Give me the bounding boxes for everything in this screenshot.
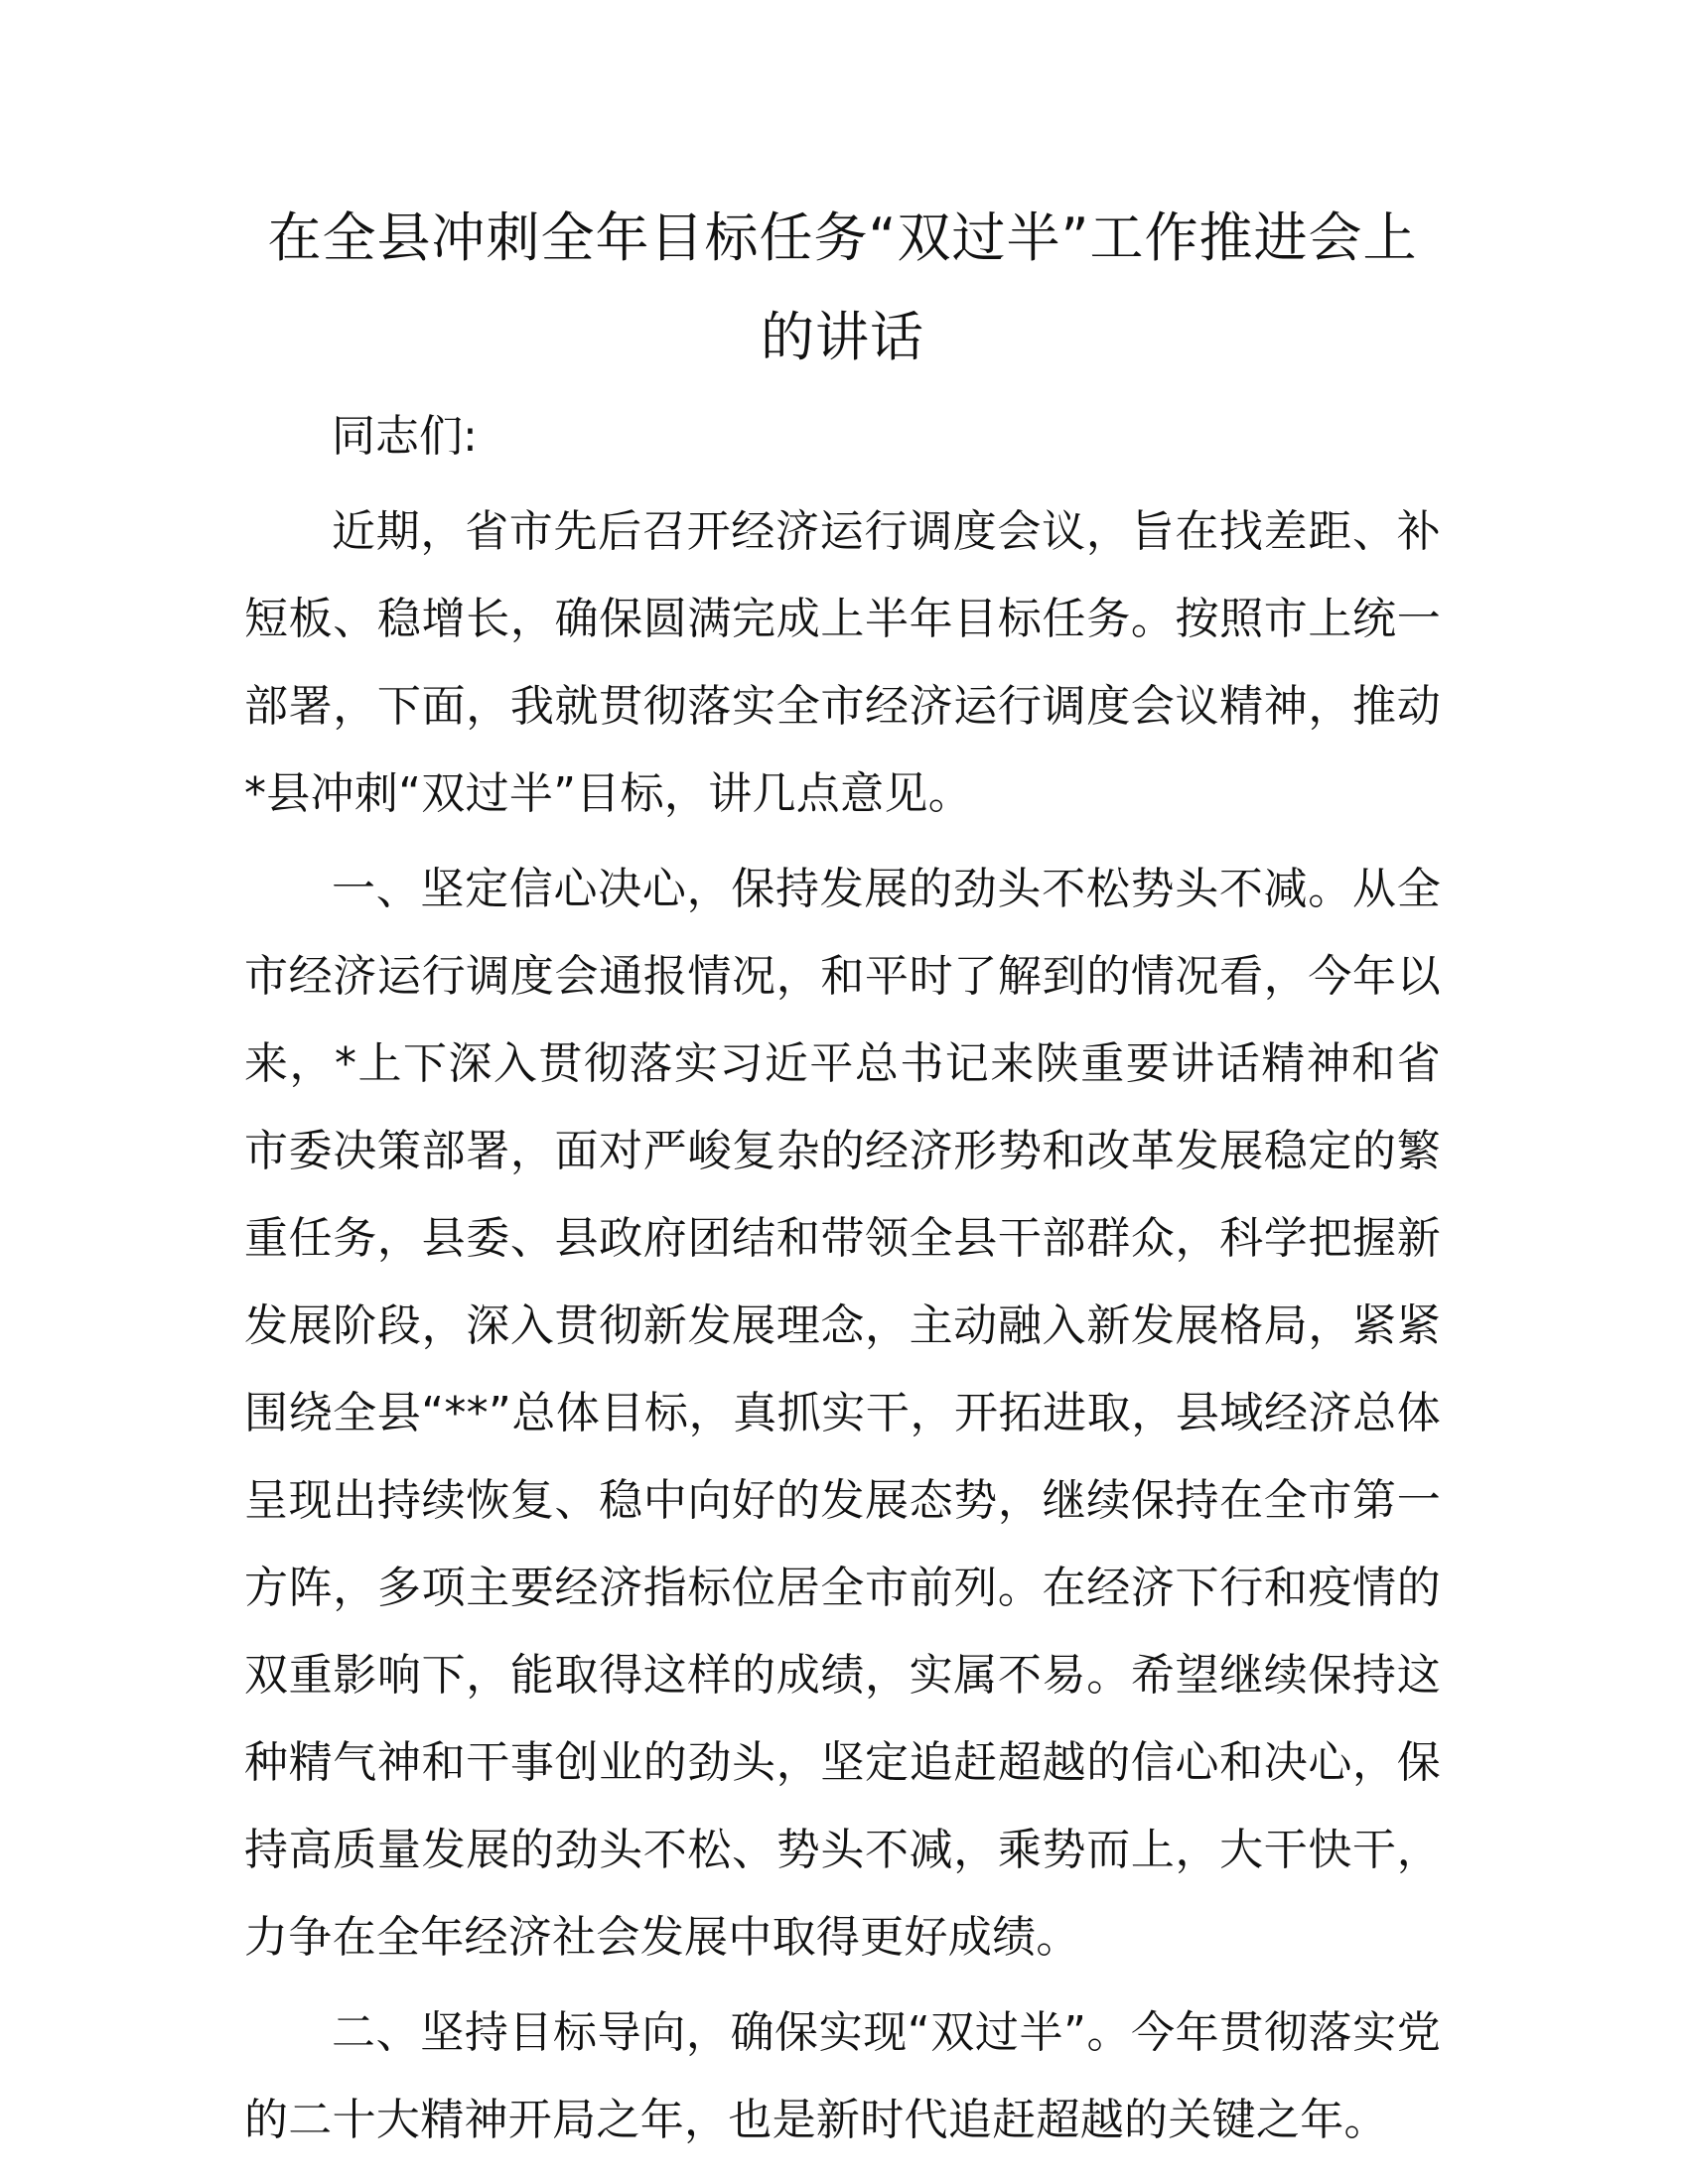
speech-document	[244, 189, 1441, 2164]
paragraph-intro: 近期，省市先后召开经济运行调度会议，旨在找差距、补短板、稳增长，确保圆满完成上半年目标任务。按照市上统一部署，下面，我就贯彻落实全市经济运行调度会议精神，推动*县冲刺“双过半”目标，讲几点意见。	[244, 506, 1441, 819]
paragraph-section-one: 一、坚定信心决心，保持发展的劲头不松势头不减。从全市经济运行调度会通报情况，和平时了解到的情况看，今年以来，*上下深入贯彻落实习近平总书记来陕重要讲话精神和省市委决策部署，面对严峻复杂的经济形势和改革发展稳定的繁重任务，县委、县政府团结和带领全县干部群众，科学把握新发展阶段，深入贯彻新发展理念，主动融入新发展格局，紧紧围绕全县“**”总体目标，真抓实干，开拓进取，县域经济总体呈现出持续恢复、稳中向好的发展态势，继续保持在全市第一方阵，多项主要经济指标位居全市前列。在经济下行和疫情的双重影响下，能取得这样的成绩，实属不易。希望继续保持这种精气神和干事创业的劲头，坚定追赶超越的信心和决心，保持高质量发展的劲头不松、势头不减，乘势而上，大干快干，力争在全年经济社会发展中取得更好成绩。	[244, 864, 1441, 1963]
paragraph-section-two: 二、坚持目标导向，确保实现“双过半”。今年贯彻落实党的二十大精神开局之年，也是新时代追赶超越的关键之年。	[244, 2007, 1441, 2145]
salutation: 同志们:	[332, 411, 478, 462]
document-title: 在全县冲刺全年目标任务“双过半”工作推进会上的讲话	[267, 206, 1418, 368]
